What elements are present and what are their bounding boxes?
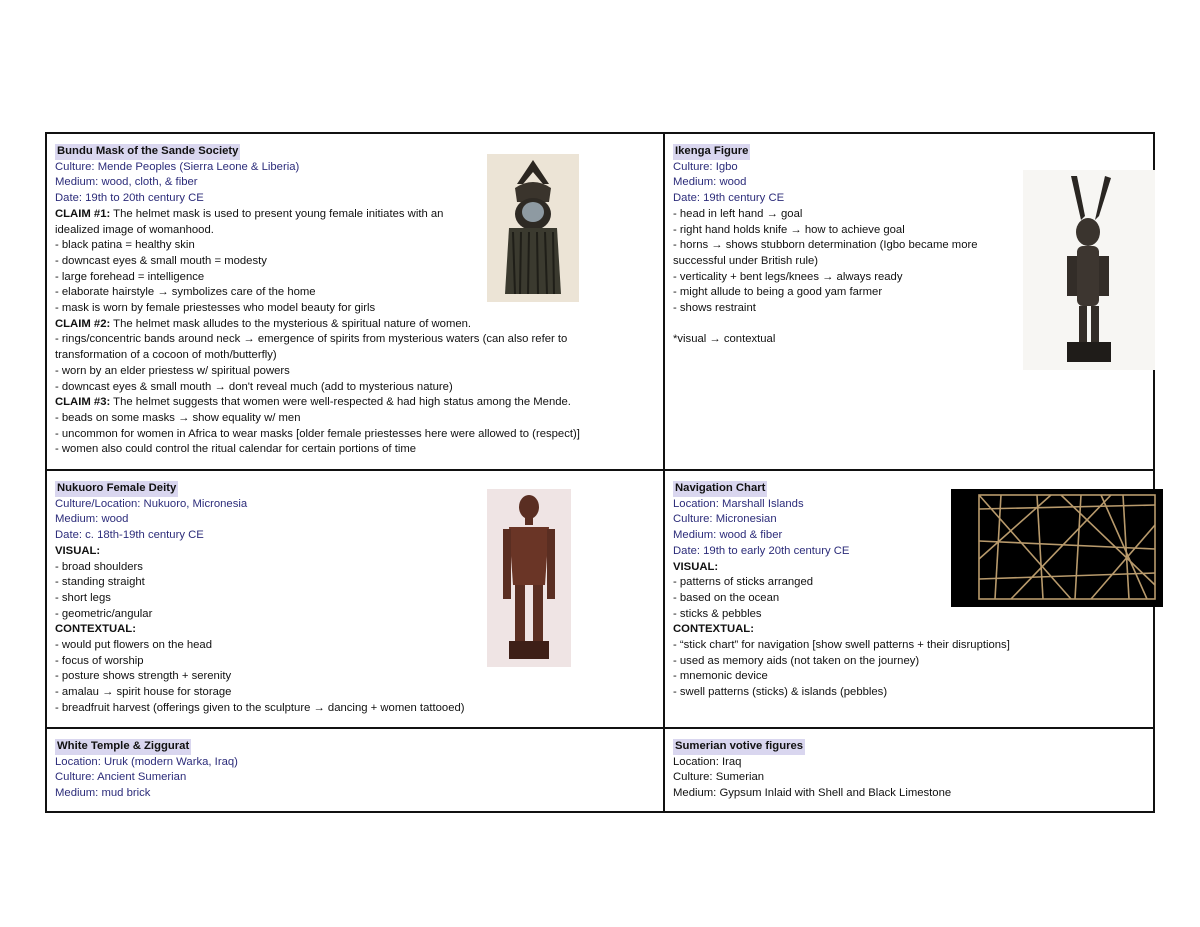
note-line: - short legs — [55, 591, 111, 604]
cell-bundu-mask — [47, 134, 663, 469]
note-line: *visual → contextual — [673, 333, 776, 346]
culture-text: Culture: Ancient Sumerian — [55, 771, 187, 784]
note-line: - women also could control the ritual calendar for certain portions of time — [55, 443, 417, 456]
note-line: - downcast eyes & small mouth → don't reveal much (add to mysterious nature) — [55, 380, 453, 393]
note-line: - broad shoulders — [55, 560, 143, 573]
date-text: Date: 19th to early 20th century CE — [673, 544, 850, 557]
location-text: Location: Marshall Islands — [673, 497, 804, 510]
cell-white-temple — [47, 729, 663, 813]
note-line: - sticks & pebbles — [673, 607, 762, 620]
date-text: Date: 19th to 20th century CE — [55, 192, 204, 205]
cell-title: Nukuoro Female Deity — [55, 481, 178, 497]
note-line: - head in left hand → goal — [673, 207, 803, 220]
cell-nukuoro-deity — [47, 471, 663, 727]
note-line: - breadfruit harvest (offerings given to the sculpture → dancing + women tattooed) — [55, 701, 465, 714]
medium-text: Medium: Gypsum Inlaid with Shell and Black Limestone — [673, 787, 952, 800]
note-line: - geometric/angular — [55, 607, 153, 620]
note-line: - beads on some masks → show equality w/ men — [55, 411, 301, 424]
note-line: - standing straight — [55, 576, 145, 589]
visual-label: VISUAL: — [673, 560, 719, 573]
claim-2: CLAIM #2: The helmet mask alludes to the mysterious & spiritual nature of women. — [55, 317, 472, 330]
cell-ikenga-figure — [665, 134, 1155, 469]
cell-title: Sumerian votive figures — [673, 739, 805, 755]
note-line: - elaborate hairstyle → symbolizes care of the home — [55, 286, 316, 299]
contextual-label: CONTEXTUAL: — [55, 623, 136, 636]
cell-sumerian-votive — [665, 729, 1155, 813]
cell-title: Bundu Mask of the Sande Society — [55, 144, 240, 160]
medium-text: Medium: wood — [55, 513, 129, 526]
note-line: - focus of worship — [55, 654, 144, 667]
notes-table — [45, 132, 1155, 813]
location-text: Location: Uruk (modern Warka, Iraq) — [55, 755, 238, 768]
note-line: - worn by an elder priestess w/ spiritual powers — [55, 364, 290, 377]
medium-text: Medium: wood, cloth, & fiber — [55, 176, 198, 189]
note-line: - shows restraint — [673, 302, 756, 315]
note-line: - amalau → spirit house for storage — [55, 686, 232, 699]
culture-text: Culture: Igbo — [673, 160, 738, 173]
culture-text: Culture: Sumerian — [673, 771, 765, 784]
note-line: - based on the ocean — [673, 591, 780, 604]
note-line: - rings/concentric bands around neck → emergence of spirits from mysterious waters (can also refer to transformation of a cocoon of moth/butterfly) — [55, 333, 568, 362]
ikenga-figure-image — [1023, 170, 1155, 370]
note-line: - downcast eyes & small mouth = modesty — [55, 254, 267, 267]
medium-text: Medium: wood & fiber — [673, 529, 783, 542]
note-line: - right hand holds knife → how to achieve goal — [673, 223, 905, 236]
medium-text: Medium: mud brick — [55, 787, 151, 800]
note-line: - patterns of sticks arranged — [673, 576, 814, 589]
claim-1: CLAIM #1: The helmet mask is used to present young female initiates with an idealized image of womanhood. — [55, 207, 444, 236]
note-line: - might allude to being a good yam farmer — [673, 286, 883, 299]
culture-text: Culture/Location: Nukuoro, Micronesia — [55, 497, 248, 510]
location-text: Location: Iraq — [673, 755, 742, 768]
note-line: - verticality + bent legs/knees → always ready — [673, 270, 903, 283]
contextual-label: CONTEXTUAL: — [673, 623, 754, 636]
date-text: Date: c. 18th-19th century CE — [55, 529, 204, 542]
medium-text: Medium: wood — [673, 176, 747, 189]
note-line: - large forehead = intelligence — [55, 270, 205, 283]
note-line: - mnemonic device — [673, 670, 768, 683]
note-line: - mask is worn by female priestesses who model beauty for girls — [55, 302, 376, 315]
nukuoro-deity-image — [487, 489, 571, 667]
cell-navigation-chart — [665, 471, 1155, 727]
culture-text: Culture: Micronesian — [673, 513, 777, 526]
note-line: - would put flowers on the head — [55, 639, 212, 652]
note-line: - horns → shows stubborn determination (Igbo became more successful under British rule) — [673, 239, 978, 267]
note-line: - black patina = healthy skin — [55, 239, 195, 252]
note-line: - swell patterns (sticks) & islands (pebbles) — [673, 686, 888, 699]
note-line: - uncommon for women in Africa to wear masks [older female priestesses here were allowed to (respect)] — [55, 427, 580, 440]
note-line: - used as memory aids (not taken on the journey) — [673, 654, 920, 667]
date-text: Date: 19th century CE — [673, 192, 785, 205]
navigation-chart-image — [951, 489, 1163, 607]
culture-text: Culture: Mende Peoples (Sierra Leone & Liberia) — [55, 160, 300, 173]
visual-label: VISUAL: — [55, 544, 101, 557]
note-line: - “stick chart” for navigation [show swell patterns + their disruptions] — [673, 639, 1010, 652]
claim-3: CLAIM #3: The helmet suggests that women were well-respected & had high status among the Mende. — [55, 396, 571, 409]
note-line: - posture shows strength + serenity — [55, 670, 232, 683]
bundu-mask-image — [487, 154, 579, 302]
cell-title: Navigation Chart — [673, 481, 767, 497]
cell-title: White Temple & Ziggurat — [55, 739, 191, 755]
cell-title: Ikenga Figure — [673, 144, 750, 160]
